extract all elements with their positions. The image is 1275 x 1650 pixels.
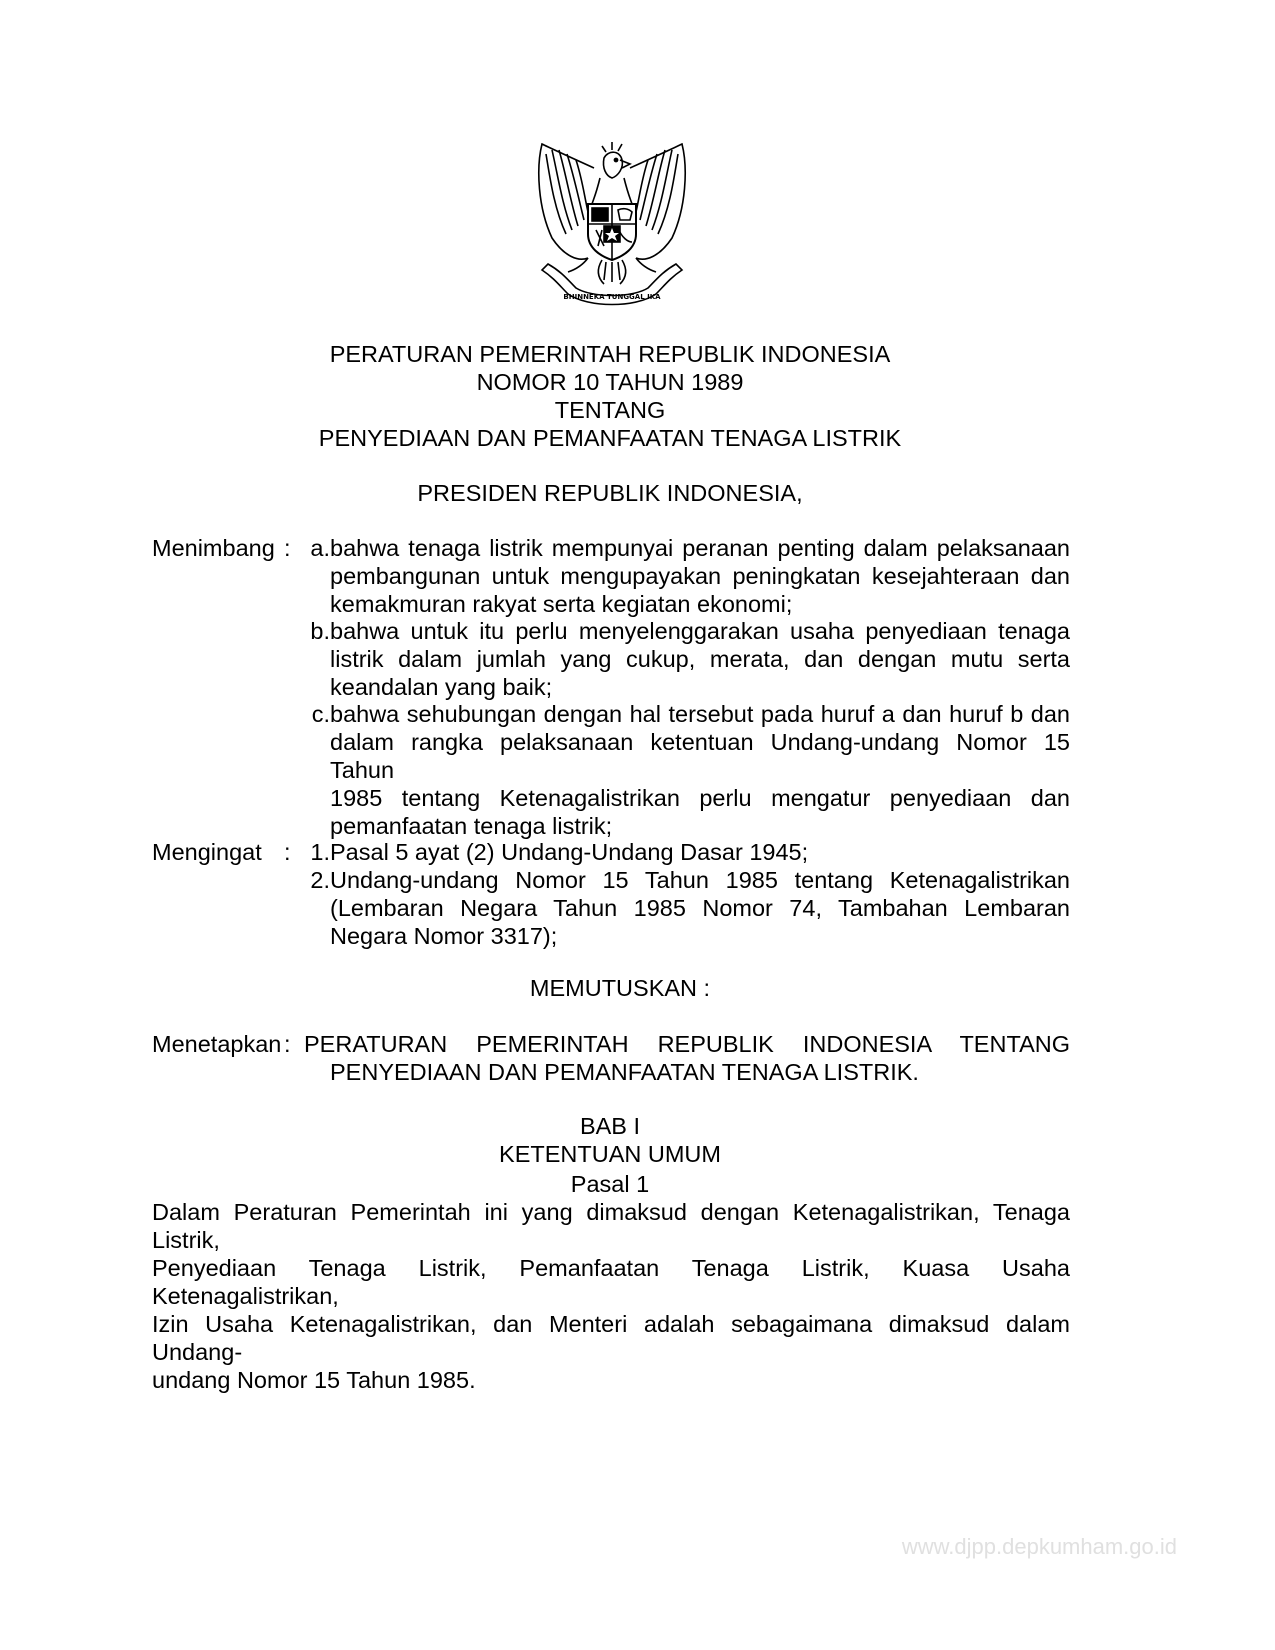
text-line: 1985 tentang Ketenagalistrikan perlu mengatur penyediaan dan bbox=[330, 785, 1070, 811]
article-title: Pasal 1 bbox=[570, 1171, 650, 1197]
emblem-motto: BHINNEKA TUNGGAL IKA bbox=[563, 293, 661, 301]
item-marker: 1. bbox=[310, 839, 330, 865]
text-line: (Lembaran Negara Tahun 1985 Nomor 74, Tambahan Lembaran bbox=[330, 895, 1070, 921]
garuda-emblem bbox=[532, 138, 692, 314]
title-line: NOMOR 10 TAHUN 1989 bbox=[476, 369, 744, 395]
title-line: PENYEDIAAN DAN PEMANFAATAN TENAGA LISTRIK bbox=[318, 425, 902, 451]
text-line: undang Nomor 15 Tahun 1985. bbox=[152, 1367, 476, 1393]
chapter-number: BAB I bbox=[579, 1113, 641, 1139]
item-marker: b. bbox=[310, 618, 330, 644]
text-line: PERATURAN PEMERINTAH REPUBLIK INDONESIA TENTANG bbox=[304, 1031, 1070, 1057]
menimbang-item-b-text bbox=[330, 617, 1070, 701]
colon: : bbox=[284, 839, 291, 865]
text-line: PENYEDIAAN DAN PEMANFAATAN TENAGA LISTRIK. bbox=[330, 1059, 919, 1085]
title-line: PERATURAN PEMERINTAH REPUBLIK INDONESIA bbox=[329, 341, 891, 367]
menetapkan-label: Menetapkan bbox=[152, 1031, 282, 1057]
item-marker: a. bbox=[310, 535, 330, 561]
article-1-body bbox=[152, 1198, 1070, 1394]
chapter-title: KETENTUAN UMUM bbox=[499, 1141, 721, 1167]
text-line: dalam rangka pelaksanaan ketentuan Undang-undang Nomor 15 Tahun bbox=[330, 729, 1070, 783]
memutuskan-heading: MEMUTUSKAN : bbox=[529, 975, 711, 1001]
menetapkan-text bbox=[304, 1030, 1070, 1086]
text-line: bahwa tenaga listrik mempunyai peranan penting dalam pelaksanaan bbox=[330, 535, 1070, 561]
menimbang-label: Menimbang bbox=[152, 535, 275, 561]
mengingat-label: Mengingat bbox=[152, 839, 262, 865]
text-line: Izin Usaha Ketenagalistrikan, dan Menteri adalah sebagaimana dimaksud dalam Undang- bbox=[152, 1311, 1070, 1365]
text-line: Dalam Peraturan Pemerintah ini yang dimaksud dengan Ketenagalistrikan, Tenaga Listrik, bbox=[152, 1199, 1070, 1253]
item-marker: c. bbox=[311, 701, 330, 727]
menimbang-item-a-text bbox=[330, 534, 1070, 618]
text-line: listrik dalam jumlah yang cukup, merata, dan dengan mutu serta bbox=[330, 646, 1070, 672]
source-watermark: www.djpp.depkumham.go.id bbox=[901, 1534, 1177, 1559]
colon: : bbox=[284, 1031, 291, 1057]
text-line: Negara Nomor 3317); bbox=[330, 923, 558, 949]
title-line: TENTANG bbox=[554, 397, 666, 423]
text-line: pembangunan untuk mengupayakan peningkatan kesejahteraan dan bbox=[330, 563, 1070, 589]
text-line: bahwa sehubungan dengan hal tersebut pada huruf a dan huruf b dan bbox=[330, 701, 1070, 727]
mengingat-item-1-text bbox=[330, 838, 1070, 866]
text-line: Pasal 5 ayat (2) Undang-Undang Dasar 1945; bbox=[330, 839, 809, 865]
text-line: bahwa untuk itu perlu menyelenggarakan usaha penyediaan tenaga bbox=[330, 618, 1070, 644]
chapter-heading bbox=[400, 1112, 820, 1168]
colon: : bbox=[284, 535, 291, 561]
item-marker: 2. bbox=[310, 867, 330, 893]
text-line: keandalan yang baik; bbox=[330, 674, 553, 700]
president-heading: PRESIDEN REPUBLIK INDONESIA, bbox=[417, 480, 803, 506]
text-line: kemakmuran rakyat serta kegiatan ekonomi; bbox=[330, 591, 793, 617]
text-line: Penyediaan Tenaga Listrik, Pemanfaatan Tenaga Listrik, Kuasa Usaha Ketenagalistrikan, bbox=[152, 1255, 1070, 1309]
mengingat-item-2-text bbox=[330, 866, 1070, 950]
text-line: pemanfaatan tenaga listrik; bbox=[330, 813, 613, 839]
menimbang-item-c-text bbox=[330, 700, 1070, 840]
document-title bbox=[240, 340, 980, 452]
text-line: Undang-undang Nomor 15 Tahun 1985 tentang Ketenagalistrikan bbox=[330, 867, 1070, 893]
